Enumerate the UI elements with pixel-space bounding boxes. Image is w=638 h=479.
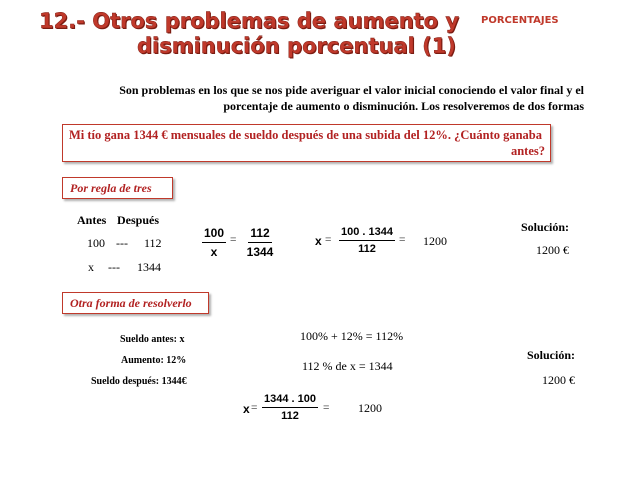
m2-x-eq2: =: [323, 402, 330, 414]
solve-x-num: 100 . 1344: [339, 226, 395, 241]
section-label: PORCENTAJES: [481, 15, 559, 26]
proportion-right-den: 1344: [246, 245, 274, 259]
solution1-label: Solución:: [521, 220, 570, 234]
proportion-left: [199, 226, 229, 259]
solve-x-result: 1200: [423, 234, 447, 248]
title-line-1: 12.- Otros problemas de aumento y: [39, 9, 460, 33]
row1-sep: ---: [116, 236, 128, 250]
solve-x-eq2: =: [399, 234, 406, 246]
proportion-right: [240, 226, 280, 259]
solution2-value: 1200 €: [542, 373, 575, 387]
solve-x-fraction: [336, 226, 398, 255]
row2-sep: ---: [108, 260, 120, 274]
title-line-2: disminución porcentual (1): [137, 34, 456, 58]
method1-box: [62, 177, 173, 199]
proportion-eq: =: [230, 234, 237, 246]
proportion-left-den: x: [210, 245, 218, 259]
row2-despues: 1344: [137, 260, 161, 274]
proportion-right-num: 112: [248, 226, 271, 243]
intro-text: [60, 82, 584, 114]
col-despues: Después: [117, 213, 160, 227]
sueldo-antes: Sueldo antes: x: [120, 334, 185, 345]
solve-x-eq: =: [325, 234, 332, 246]
solve-x-den: 112: [358, 243, 376, 255]
m2-x-eq: =: [251, 402, 258, 414]
method2-box: [62, 292, 209, 314]
percent-sum: 100% + 12% = 112%: [300, 329, 404, 343]
row1-despues: 112: [144, 236, 162, 250]
row2-antes: x: [88, 260, 94, 274]
problem-line-2: antes?: [510, 144, 545, 158]
intro-line-1: Son problemas en los que se nos pide averiguar el valor inicial conociendo el valor final y el: [119, 83, 584, 97]
method2-label: Otra forma de resolverlo: [70, 296, 192, 310]
problem-line-1: Mi tío gana 1344 € mensuales de sueldo después de una subida del 12%. ¿Cuánto ganaba: [69, 128, 543, 142]
solution2-label: Solución:: [527, 348, 576, 362]
problem-box: [62, 124, 551, 162]
m2-x-lhs: x: [243, 402, 250, 416]
method1-label: Por regla de tres: [70, 181, 152, 195]
m2-den: 112: [281, 410, 299, 422]
row1-antes: 100: [87, 236, 105, 250]
sueldo-despues: Sueldo después: 1344€: [91, 376, 187, 387]
percent-of-x: 112 % de x = 1344: [302, 359, 393, 373]
solution1-value: 1200 €: [536, 243, 569, 257]
intro-line-2: porcentaje de aumento o disminución. Los resolveremos de dos formas: [223, 99, 584, 113]
aumento: Aumento: 12%: [121, 355, 187, 366]
m2-result: 1200: [358, 401, 382, 415]
m2-num: 1344 . 100: [262, 393, 318, 408]
col-antes: Antes: [77, 213, 107, 227]
m2-fraction: [258, 393, 322, 422]
solve-x-lhs: x: [315, 234, 322, 248]
proportion-left-num: 100: [202, 226, 226, 243]
